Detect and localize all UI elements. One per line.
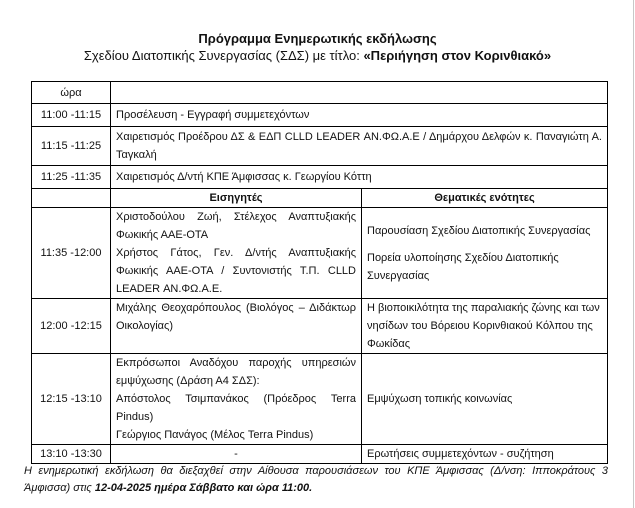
speaker-entry: Χρήστος Γάτος, Γεν. Δ/ντής Αναπτυξιακής Φωκικής ΑΑΕ-ΟΤΑ / Συντονιστής Τ.Π. CLLD LEADER ΑΝ.ΦΩ.Α.Ε. [116,247,356,295]
topic-entry: Ερωτήσεις συμμετεχόντων - συζήτηση [367,448,554,460]
table-header-row [32,82,608,104]
topics-cell [362,299,608,354]
activity-cell: Προσέλευση - Εγγραφή συμμετεχόντων [111,104,608,127]
note-date-time: 12-04-2025 ημέρα Σάββατο και ώρα 11:00. [94,482,313,494]
topics-cell [362,354,608,445]
table-row [32,166,608,189]
speakers-cell [111,445,362,464]
topic-entry: Εμψύχωση τοπικής κοινωνίας [367,393,513,405]
table-row [32,104,608,127]
speaker-entry: Γεώργιος Πανάγος (Μέλος Terra Pindus) [116,429,314,441]
speakers-cell [111,354,362,445]
topics-cell [362,445,608,464]
subtitle-project-name: «Περιήγηση στον Κορινθιακό» [363,48,552,63]
speaker-entry: Χριστοδούλου Ζωή, Στέλεχος Αναπτυξιακής Φωκικής ΑΑΕ-ΟΤΑ [116,211,356,241]
table-row [32,354,608,445]
speakers-column-header: Εισηγητές [111,189,362,208]
subtitle-prefix: Σχεδίου Διατοπικής Συνεργασίας (ΣΔΣ) με τίτλο: [83,48,364,63]
activity-cell: Χαιρετισμός Προέδρου ΔΣ & ΕΔΠ CLLD LEADER ΑΝ.ΦΩ.Α.Ε / Δημάρχου Δελφών κ. Παναγιώτη Α. Ταγκαλή [111,127,608,166]
time-cell: 12:00 -12:15 [32,299,111,354]
activity-cell: Χαιρετισμός Δ/ντή ΚΠΕ Άμφισσας κ. Γεωργίου Κόττη [111,166,608,189]
time-cell: 13:10 -13:30 [32,445,111,464]
topics-cell [362,208,608,299]
page-edge-divider [633,0,634,508]
session-header-row [32,189,608,208]
page-subtitle [0,47,635,64]
topic-entry: Πορεία υλοποίησης Σχεδίου Διατοπικής Συνεργασίας [367,251,559,282]
event-location-note [24,463,608,497]
time-cell: 11:35 -12:00 [32,208,111,299]
time-cell: 11:00 -11:15 [32,104,111,127]
page-title: Πρόγραμμα Ενημερωτικής εκδήλωσης [198,31,437,46]
time-column-header: ώρα [32,82,111,104]
speaker-entry: Μιχάλης Θεοχαρόπουλος (Βιολόγος – Διδάκτωρ Οικολογίας) [116,302,356,332]
speakers-cell [111,208,362,299]
time-cell: 11:25 -11:35 [32,166,111,189]
header-empty-cell [111,82,608,104]
topic-entry: Παρουσίαση Σχεδίου Διατοπικής Συνεργασίας [367,224,591,237]
speaker-entry: Εκπρόσωποι Αναδόχου παροχής υπηρεσιών εμψύχωσης (Δράση Α4 ΣΔΣ): [116,357,356,387]
table-row [32,127,608,166]
program-table [31,81,608,464]
table-row [32,299,608,354]
topic-entry: Η βιοποικιλότητα της παραλιακής ζώνης και των νησίδων του Βόρειου Κορινθιακού Κόλπου της Φωκίδας [367,302,600,350]
session-header-empty-cell [32,189,111,208]
speaker-entry: Απόστολος Τσιμπανάκος (Πρόεδρος Terra Pindus) [116,393,356,423]
time-cell: 12:15 -13:10 [32,354,111,445]
table-row [32,208,608,299]
topics-column-header: Θεματικές ενότητες [362,189,608,208]
speakers-cell [111,299,362,354]
speaker-entry: - [234,448,238,460]
time-cell: 11:15 -11:25 [32,127,111,166]
note-text: Η ενημερωτική εκδήλωση θα διεξαχθεί στην Αίθουσα παρουσιάσεων του ΚΠΕ Άμφισσας (Δ/νση: Ιπποκράτους 3 Άμφισσα) στις [24,465,608,494]
table-row [32,445,608,464]
